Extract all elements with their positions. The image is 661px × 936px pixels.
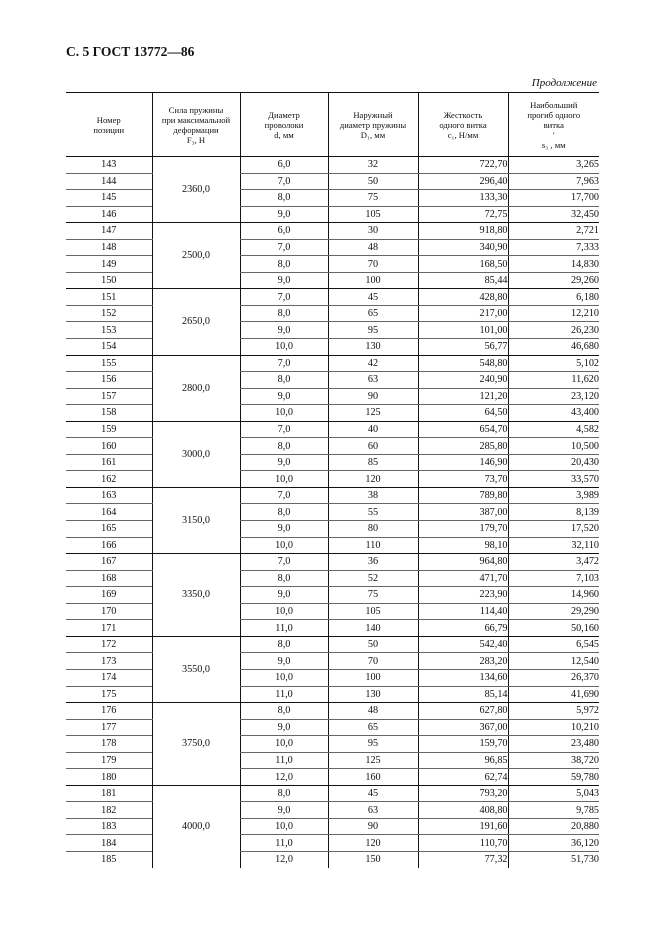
position-cell: 166 — [66, 537, 152, 554]
table-row — [66, 272, 599, 289]
position-cell: 156 — [66, 372, 152, 389]
stiffness-cell: 542,40 — [418, 636, 508, 653]
force-cell: 4000,0 — [152, 785, 240, 867]
table-row — [66, 653, 599, 670]
wire-diameter-cell: 7,0 — [240, 487, 328, 504]
stiffness-cell: 64,50 — [418, 405, 508, 422]
stiffness-cell: 428,80 — [418, 289, 508, 306]
outer-diameter-cell: 105 — [328, 603, 418, 620]
wire-diameter-cell: 9,0 — [240, 272, 328, 289]
position-cell: 177 — [66, 719, 152, 736]
position-cell: 184 — [66, 835, 152, 852]
outer-diameter-cell: 120 — [328, 835, 418, 852]
deflection-cell: 29,290 — [508, 603, 599, 620]
deflection-cell: 43,400 — [508, 405, 599, 422]
wire-diameter-cell: 7,0 — [240, 421, 328, 438]
table-row — [66, 802, 599, 819]
table-row — [66, 669, 599, 686]
position-cell: 151 — [66, 289, 152, 306]
force-cell: 2500,0 — [152, 223, 240, 289]
wire-diameter-cell: 6,0 — [240, 157, 328, 174]
wire-diameter-cell: 12,0 — [240, 851, 328, 867]
deflection-cell: 20,880 — [508, 818, 599, 835]
position-cell: 145 — [66, 190, 152, 207]
table-row — [66, 769, 599, 786]
deflection-cell: 17,700 — [508, 190, 599, 207]
stiffness-cell: 548,80 — [418, 355, 508, 372]
wire-diameter-cell: 10,0 — [240, 736, 328, 753]
stiffness-cell: 110,70 — [418, 835, 508, 852]
position-cell: 181 — [66, 785, 152, 802]
position-cell: 169 — [66, 587, 152, 604]
wire-diameter-cell: 10,0 — [240, 471, 328, 488]
table-body — [66, 157, 599, 868]
deflection-cell: 2,721 — [508, 223, 599, 240]
header-max-deflection — [508, 93, 599, 157]
stiffness-cell: 223,90 — [418, 587, 508, 604]
position-cell: 152 — [66, 305, 152, 322]
stiffness-cell: 56,77 — [418, 339, 508, 356]
stiffness-cell: 146,90 — [418, 454, 508, 471]
position-cell: 153 — [66, 322, 152, 339]
table-row — [66, 405, 599, 422]
outer-diameter-cell: 105 — [328, 206, 418, 223]
outer-diameter-cell: 42 — [328, 355, 418, 372]
table-row — [66, 239, 599, 256]
deflection-cell: 6,180 — [508, 289, 599, 306]
stiffness-cell: 471,70 — [418, 570, 508, 587]
position-cell: 147 — [66, 223, 152, 240]
stiffness-cell: 101,00 — [418, 322, 508, 339]
table-row — [66, 388, 599, 405]
table-row — [66, 785, 599, 802]
wire-diameter-cell: 10,0 — [240, 669, 328, 686]
header-position — [66, 93, 152, 157]
stiffness-cell: 296,40 — [418, 173, 508, 190]
force-cell: 2800,0 — [152, 355, 240, 421]
stiffness-cell: 77,32 — [418, 851, 508, 867]
stiffness-cell: 964,80 — [418, 554, 508, 571]
position-cell: 174 — [66, 669, 152, 686]
wire-diameter-cell: 8,0 — [240, 438, 328, 455]
table-row — [66, 504, 599, 521]
deflection-cell: 26,370 — [508, 669, 599, 686]
stiffness-cell: 340,90 — [418, 239, 508, 256]
deflection-cell: 29,260 — [508, 272, 599, 289]
table-row — [66, 851, 599, 867]
header-line: Диаметр — [268, 109, 300, 120]
outer-diameter-cell: 80 — [328, 521, 418, 538]
outer-diameter-cell: 63 — [328, 802, 418, 819]
stiffness-cell: 240,90 — [418, 372, 508, 389]
deflection-cell: 59,780 — [508, 769, 599, 786]
stiffness-cell: 367,00 — [418, 719, 508, 736]
position-cell: 171 — [66, 620, 152, 637]
deflection-cell: 7,963 — [508, 173, 599, 190]
deflection-cell: 5,102 — [508, 355, 599, 372]
header-line: диаметр пружины — [339, 119, 407, 130]
header-line: c₁, Н/мм — [447, 129, 479, 140]
position-cell: 164 — [66, 504, 152, 521]
wire-diameter-cell: 8,0 — [240, 703, 328, 720]
table-row — [66, 454, 599, 471]
stiffness-cell: 98,10 — [418, 537, 508, 554]
deflection-cell: 50,160 — [508, 620, 599, 637]
header-wire-diameter — [240, 93, 328, 157]
position-cell: 155 — [66, 355, 152, 372]
deflection-cell: 5,043 — [508, 785, 599, 802]
outer-diameter-cell: 55 — [328, 504, 418, 521]
table-row — [66, 339, 599, 356]
position-cell: 176 — [66, 703, 152, 720]
position-cell: 183 — [66, 818, 152, 835]
outer-diameter-cell: 70 — [328, 653, 418, 670]
wire-diameter-cell: 9,0 — [240, 802, 328, 819]
deflection-cell: 32,110 — [508, 537, 599, 554]
wire-diameter-cell: 8,0 — [240, 372, 328, 389]
stiffness-cell: 168,50 — [418, 256, 508, 273]
page-header: С. 5 ГОСТ 13772—86 — [66, 44, 195, 59]
deflection-cell: 3,265 — [508, 157, 599, 174]
deflection-cell: 20,430 — [508, 454, 599, 471]
wire-diameter-cell: 8,0 — [240, 190, 328, 207]
outer-diameter-cell: 45 — [328, 785, 418, 802]
outer-diameter-cell: 65 — [328, 305, 418, 322]
stiffness-cell: 654,70 — [418, 421, 508, 438]
header-force — [152, 93, 240, 157]
table-row — [66, 686, 599, 703]
wire-diameter-cell: 8,0 — [240, 305, 328, 322]
position-cell: 180 — [66, 769, 152, 786]
table-row — [66, 835, 599, 852]
wire-diameter-cell: 11,0 — [240, 620, 328, 637]
outer-diameter-cell: 40 — [328, 421, 418, 438]
wire-diameter-cell: 10,0 — [240, 603, 328, 620]
stiffness-cell: 179,70 — [418, 521, 508, 538]
outer-diameter-cell: 160 — [328, 769, 418, 786]
wire-diameter-cell: 9,0 — [240, 653, 328, 670]
position-cell: 173 — [66, 653, 152, 670]
stiffness-cell: 387,00 — [418, 504, 508, 521]
table-row — [66, 487, 599, 504]
header-stiffness — [418, 93, 508, 157]
header-line: s₃ , мм — [541, 139, 566, 150]
header-line: при максимальной — [161, 114, 231, 125]
outer-diameter-cell: 63 — [328, 372, 418, 389]
header-line: прогиб одного — [527, 109, 581, 120]
outer-diameter-cell: 70 — [328, 256, 418, 273]
deflection-cell: 23,120 — [508, 388, 599, 405]
deflection-cell: 7,103 — [508, 570, 599, 587]
table-row — [66, 719, 599, 736]
deflection-cell: 8,139 — [508, 504, 599, 521]
stiffness-cell: 121,20 — [418, 388, 508, 405]
position-cell: 162 — [66, 471, 152, 488]
deflection-cell: 14,960 — [508, 587, 599, 604]
table-row — [66, 289, 599, 306]
table-row — [66, 157, 599, 174]
outer-diameter-cell: 48 — [328, 703, 418, 720]
position-cell: 168 — [66, 570, 152, 587]
deflection-cell: 23,480 — [508, 736, 599, 753]
table-row — [66, 752, 599, 769]
stiffness-cell: 72,75 — [418, 206, 508, 223]
header-line: одного витка — [439, 119, 487, 130]
outer-diameter-cell: 52 — [328, 570, 418, 587]
outer-diameter-cell: 125 — [328, 752, 418, 769]
wire-diameter-cell: 7,0 — [240, 554, 328, 571]
header-line: d, мм — [274, 129, 294, 140]
table-row — [66, 438, 599, 455]
outer-diameter-cell: 75 — [328, 190, 418, 207]
table-row — [66, 620, 599, 637]
deflection-cell: 5,972 — [508, 703, 599, 720]
position-cell: 172 — [66, 636, 152, 653]
deflection-cell: 11,620 — [508, 372, 599, 389]
outer-diameter-cell: 75 — [328, 587, 418, 604]
wire-diameter-cell: 8,0 — [240, 785, 328, 802]
deflection-cell: 36,120 — [508, 835, 599, 852]
table-row — [66, 471, 599, 488]
wire-diameter-cell: 9,0 — [240, 388, 328, 405]
outer-diameter-cell: 150 — [328, 851, 418, 867]
stiffness-cell: 918,80 — [418, 223, 508, 240]
position-cell: 167 — [66, 554, 152, 571]
wire-diameter-cell: 9,0 — [240, 206, 328, 223]
position-cell: 148 — [66, 239, 152, 256]
stiffness-cell: 96,85 — [418, 752, 508, 769]
wire-diameter-cell: 8,0 — [240, 504, 328, 521]
wire-diameter-cell: 7,0 — [240, 173, 328, 190]
outer-diameter-cell: 90 — [328, 818, 418, 835]
header-line: витка — [543, 119, 564, 130]
outer-diameter-cell: 125 — [328, 405, 418, 422]
header-line: Номер — [96, 114, 121, 125]
force-cell: 3350,0 — [152, 554, 240, 637]
force-cell: 2650,0 — [152, 289, 240, 355]
position-cell: 150 — [66, 272, 152, 289]
table-row — [66, 355, 599, 372]
outer-diameter-cell: 85 — [328, 454, 418, 471]
table-row — [66, 587, 599, 604]
outer-diameter-cell: 100 — [328, 669, 418, 686]
wire-diameter-cell: 7,0 — [240, 355, 328, 372]
outer-diameter-cell: 130 — [328, 339, 418, 356]
deflection-cell: 51,730 — [508, 851, 599, 867]
table-row — [66, 570, 599, 587]
table-row — [66, 223, 599, 240]
stiffness-cell: 191,60 — [418, 818, 508, 835]
header-line: проволоки — [264, 119, 304, 130]
stiffness-cell: 793,20 — [418, 785, 508, 802]
stiffness-cell: 62,74 — [418, 769, 508, 786]
header-line: Жесткость — [443, 109, 483, 120]
stiffness-cell: 114,40 — [418, 603, 508, 620]
outer-diameter-cell: 140 — [328, 620, 418, 637]
wire-diameter-cell: 6,0 — [240, 223, 328, 240]
position-cell: 159 — [66, 421, 152, 438]
table-row — [66, 421, 599, 438]
position-cell: 149 — [66, 256, 152, 273]
outer-diameter-cell: 95 — [328, 736, 418, 753]
outer-diameter-cell: 90 — [328, 388, 418, 405]
deflection-cell: 46,680 — [508, 339, 599, 356]
table-row — [66, 372, 599, 389]
header-line: позиции — [93, 124, 125, 135]
deflection-cell: 14,830 — [508, 256, 599, 273]
deflection-cell: 38,720 — [508, 752, 599, 769]
wire-diameter-cell: 8,0 — [240, 256, 328, 273]
deflection-cell: 26,230 — [508, 322, 599, 339]
stiffness-cell: 789,80 — [418, 487, 508, 504]
table-row — [66, 190, 599, 207]
outer-diameter-cell: 36 — [328, 554, 418, 571]
deflection-cell: 7,333 — [508, 239, 599, 256]
stiffness-cell: 408,80 — [418, 802, 508, 819]
wire-diameter-cell: 10,0 — [240, 818, 328, 835]
force-cell: 3150,0 — [152, 487, 240, 553]
table-row — [66, 603, 599, 620]
position-cell: 182 — [66, 802, 152, 819]
wire-diameter-cell: 10,0 — [240, 537, 328, 554]
table-row — [66, 736, 599, 753]
position-cell: 154 — [66, 339, 152, 356]
wire-diameter-cell: 9,0 — [240, 454, 328, 471]
table-row — [66, 256, 599, 273]
header-outer-diameter — [328, 93, 418, 157]
outer-diameter-cell: 30 — [328, 223, 418, 240]
position-cell: 161 — [66, 454, 152, 471]
stiffness-cell: 285,80 — [418, 438, 508, 455]
wire-diameter-cell: 12,0 — [240, 769, 328, 786]
position-cell: 179 — [66, 752, 152, 769]
position-cell: 175 — [66, 686, 152, 703]
wire-diameter-cell: 9,0 — [240, 322, 328, 339]
position-cell: 143 — [66, 157, 152, 174]
force-cell: 3550,0 — [152, 636, 240, 702]
table-row — [66, 173, 599, 190]
header-line: Наружный — [353, 109, 393, 120]
header-line: деформации — [173, 124, 219, 135]
force-cell: 3000,0 — [152, 421, 240, 487]
header-line: Сила пружины — [168, 104, 224, 115]
outer-diameter-cell: 110 — [328, 537, 418, 554]
deflection-cell: 32,450 — [508, 206, 599, 223]
outer-diameter-cell: 120 — [328, 471, 418, 488]
wire-diameter-cell: 9,0 — [240, 521, 328, 538]
position-cell: 157 — [66, 388, 152, 405]
outer-diameter-cell: 130 — [328, 686, 418, 703]
continuation-label: Продолжение — [531, 77, 597, 89]
stiffness-cell: 722,70 — [418, 157, 508, 174]
wire-diameter-cell: 10,0 — [240, 339, 328, 356]
deflection-cell: 10,500 — [508, 438, 599, 455]
deflection-cell: 3,989 — [508, 487, 599, 504]
deflection-cell: 4,582 — [508, 421, 599, 438]
wire-diameter-cell: 8,0 — [240, 636, 328, 653]
stiffness-cell: 627,80 — [418, 703, 508, 720]
header-line: D₁, мм — [360, 129, 386, 140]
deflection-cell: 9,785 — [508, 802, 599, 819]
outer-diameter-cell: 60 — [328, 438, 418, 455]
deflection-cell: 33,570 — [508, 471, 599, 488]
stiffness-cell: 133,30 — [418, 190, 508, 207]
table-row — [66, 703, 599, 720]
header-line: ' — [552, 129, 555, 140]
wire-diameter-cell: 7,0 — [240, 239, 328, 256]
wire-diameter-cell: 11,0 — [240, 686, 328, 703]
position-cell: 160 — [66, 438, 152, 455]
table-row — [66, 636, 599, 653]
outer-diameter-cell: 95 — [328, 322, 418, 339]
outer-diameter-cell: 65 — [328, 719, 418, 736]
position-cell: 144 — [66, 173, 152, 190]
table-row — [66, 206, 599, 223]
position-cell: 185 — [101, 854, 117, 866]
wire-diameter-cell: 7,0 — [240, 289, 328, 306]
table-row — [66, 537, 599, 554]
stiffness-cell: 66,79 — [418, 620, 508, 637]
header-line: Наибольший — [530, 99, 578, 110]
outer-diameter-cell: 100 — [328, 272, 418, 289]
deflection-cell: 17,520 — [508, 521, 599, 538]
wire-diameter-cell: 9,0 — [240, 719, 328, 736]
position-cell: 178 — [66, 736, 152, 753]
deflection-cell: 10,210 — [508, 719, 599, 736]
wire-diameter-cell: 10,0 — [240, 405, 328, 422]
stiffness-cell: 159,70 — [418, 736, 508, 753]
position-cell: 158 — [66, 405, 152, 422]
wire-diameter-cell: 11,0 — [240, 752, 328, 769]
deflection-cell: 12,540 — [508, 653, 599, 670]
position-cell: 170 — [66, 603, 152, 620]
stiffness-cell: 85,44 — [418, 272, 508, 289]
table-row — [66, 305, 599, 322]
outer-diameter-cell: 32 — [328, 157, 418, 174]
stiffness-cell: 85,14 — [418, 686, 508, 703]
wire-diameter-cell: 8,0 — [240, 570, 328, 587]
force-cell: 2360,0 — [152, 157, 240, 223]
stiffness-cell: 73,70 — [418, 471, 508, 488]
spring-spec-table — [66, 92, 599, 868]
stiffness-cell: 134,60 — [418, 669, 508, 686]
outer-diameter-cell: 50 — [328, 173, 418, 190]
wire-diameter-cell: 9,0 — [240, 587, 328, 604]
outer-diameter-cell: 45 — [328, 289, 418, 306]
stiffness-cell: 217,00 — [418, 305, 508, 322]
position-cell: 165 — [66, 521, 152, 538]
table-row — [66, 322, 599, 339]
header-line: F₃, Н — [186, 134, 206, 145]
deflection-cell: 41,690 — [508, 686, 599, 703]
deflection-cell: 12,210 — [508, 305, 599, 322]
outer-diameter-cell: 38 — [328, 487, 418, 504]
table-header-row — [66, 93, 599, 157]
force-cell: 3750,0 — [152, 703, 240, 786]
table-row — [66, 521, 599, 538]
position-cell: 146 — [66, 206, 152, 223]
wire-diameter-cell: 11,0 — [240, 835, 328, 852]
outer-diameter-cell: 50 — [328, 636, 418, 653]
position-cell: 163 — [66, 487, 152, 504]
deflection-cell: 3,472 — [508, 554, 599, 571]
deflection-cell: 6,545 — [508, 636, 599, 653]
table-row — [66, 818, 599, 835]
stiffness-cell: 283,20 — [418, 653, 508, 670]
outer-diameter-cell: 48 — [328, 239, 418, 256]
table-row — [66, 554, 599, 571]
